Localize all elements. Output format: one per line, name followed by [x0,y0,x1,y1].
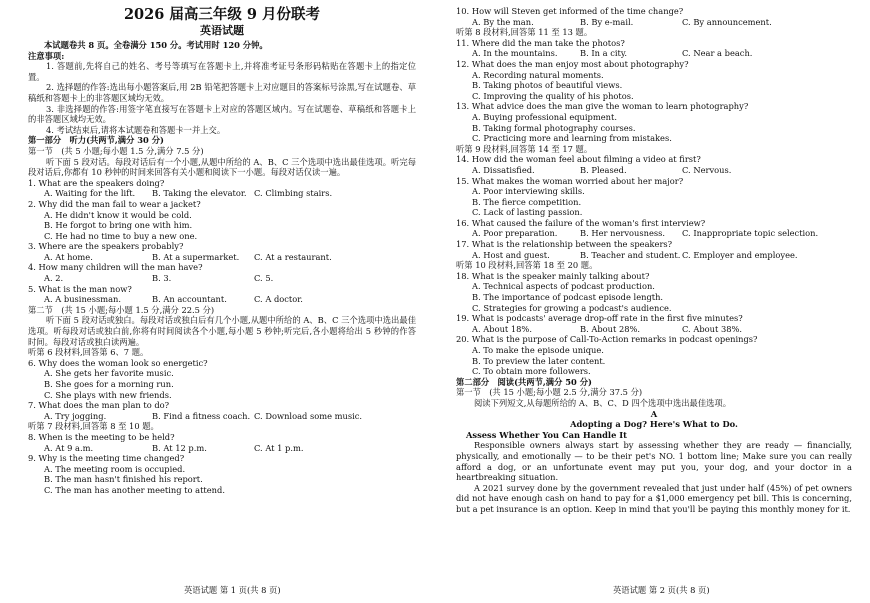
option: B. In a city. [580,48,628,59]
option-row [28,443,416,454]
option-row [28,252,416,263]
note-item: 3. 非选择题的作答:用签字笔直接写在答题卡上对应的答题区域内。写在试题卷、草稿纸和答题卡上的非答题区域均无效。 [28,103,416,125]
option: B. Pleased. [580,164,627,175]
option: B. Find a fitness coach. [152,410,251,421]
question-stem: 9. Why is the meeting time changed? [28,453,185,464]
option-row [28,188,416,199]
exam-title: 2026 届高三年级 9 月份联考 [123,6,321,23]
notes-heading: 注意事项: [28,50,65,61]
question-group-3 [456,6,852,377]
option: B. 3. [152,273,172,284]
option: C. Near a beach. [682,48,753,59]
option: B. She goes for a morning run. [44,379,174,389]
option-row [28,294,416,305]
option: A. Recording natural moments. [472,69,604,80]
material-instruction: 听第 10 段材料,回答第 18 至 20 题。 [456,260,598,271]
question-stem: 10. How will Steven get informed of the time change? [456,6,684,16]
option: B. An accountant. [152,294,227,305]
question-stem: 5. What is the man now? [28,283,132,294]
option-row [456,324,852,335]
option: B. Taking photos of beautiful views. [472,80,623,91]
part1-sec1-heading: 第一节 (共 5 小题;每小题 1.5 分,满分 7.5 分) [28,145,204,156]
option-row [28,273,416,284]
option: B. The importance of podcast episode length. [472,292,664,303]
option: A. Host and guest. [472,249,550,260]
option: A. Buying professional equipment. [472,111,617,122]
question-stem: 6. Why does the woman look so energetic? [28,357,208,368]
option: C. Strategies for growing a podcast's audience. [472,302,672,313]
option-row [456,250,852,261]
question-stem: 13. What advice does the man give the woman to learn photography? [456,101,749,112]
note-item: 2. 选择题的作答:选出每小题答案后,用 2B 铅笔把答题卡上对应题目的答案标号涂黑,写在试题卷、草稿纸和答题卡上的非答题区域均无效。 [28,82,416,103]
option: B. To preview the later content. [472,355,606,366]
option: A. He didn't know it would be cold. [44,209,192,220]
option: C. Improving the quality of his photos. [472,90,634,101]
option: C. She plays with new friends. [44,389,172,400]
exam-subject: 英语试题 [200,24,244,37]
question-stem: 4. How many children will the man have? [28,262,203,273]
question-group-1 [28,178,416,305]
question-stem: 7. What does the man plan to do? [28,400,170,411]
passage-subheading: Assess Whether You Can Handle It [466,429,627,440]
option: C. 5. [254,273,274,284]
question-stem: 16. What caused the failure of the woman's first interview? [456,217,706,228]
question-stem: 1. What are the speakers doing? [28,177,165,188]
part2-sec1-intro: 阅读下列短文,从每题所给的 A、B、C、D 四个选项中选出最佳选项。 [474,397,732,408]
option: B. By e-mail. [580,16,634,27]
option: C. To obtain more followers. [472,366,591,377]
material-instruction: 听第 7 段材料,回答第 8 至 10 题。 [28,421,159,432]
option: B. About 28%. [580,323,641,334]
question-stem: 15. What makes the woman worried about her major? [456,175,684,186]
option-row [456,17,852,28]
option: A. A businessman. [44,294,122,305]
option: C. About 38%. [682,323,743,334]
question-stem: 17. What is the relationship between the speakers? [456,239,673,250]
option: B. The fierce competition. [472,196,582,207]
option: C. At 1 p.m. [254,442,304,453]
question-stem: 14. How did the woman feel about filming a video at first? [456,154,701,165]
part1-sec2-heading: 第二节 (共 15 小题;每小题 1.5 分,满分 22.5 分) [28,304,215,315]
question-stem: 3. Where are the speakers probably? [28,241,184,252]
page-footer-right: 英语试题 第 2 页(共 8 页) [613,585,710,595]
exam-info: 本试题卷共 8 页。全卷满分 150 分。考试用时 120 分钟。 [44,40,268,50]
option: A. 2. [44,273,64,284]
option: A. At 9 a.m. [44,442,94,453]
question-stem: 8. When is the meeting to be held? [28,431,175,442]
option: B. At a supermarket. [152,251,240,262]
option: B. He forgot to bring one with him. [44,220,193,231]
option: B. Teacher and student. [580,249,681,260]
option-row [28,411,416,422]
question-stem: 12. What does the man enjoy most about photography? [456,58,689,69]
option: A. By the man. [472,16,534,27]
option: B. The man hasn't finished his report. [44,474,203,485]
option: C. Nervous. [682,164,732,175]
question-stem: 11. Where did the man take the photos? [456,37,625,48]
option: A. Waiting for the lift. [44,188,136,199]
passage-letter: A [650,408,658,419]
left-column [28,6,416,496]
option-row [456,228,852,239]
option: A. The meeting room is occupied. [44,463,186,474]
material-instruction: 听第 6 段材料,回答第 6、7 题。 [28,347,149,358]
passage-paragraph-2: A 2021 survey done by the government revealed that just under half (45%) of pet owners did not have enough cash on hand to pay for a $1,000 emergency pet bill. This is concerning, but a pet insurance is an option. Keep in mind that you'll be paying this monthly money for it. [456,482,855,514]
part1-heading: 第一部分 听力(共两节,满分 30 分) [28,135,164,146]
option: A. She gets her favorite music. [44,368,174,379]
option: A. At home. [44,251,93,262]
option: A. About 18%. [472,323,532,334]
note-item: 1. 答题前,先将自己的姓名、考号等填写在答题卡上,并将准考证号条形码粘贴在答题卡上的指定位置。 [28,61,416,82]
part2-heading: 第二部分 阅读(共两节,满分 50 分) [456,376,592,387]
option: C. At a restaurant. [254,251,332,262]
option-row [456,48,852,59]
option: A. To make the episode unique. [472,345,604,355]
question-group-2 [28,347,416,495]
note-item: 4. 考试结束后,请将本试题卷和答题卡一并上交。 [46,124,226,135]
option: B. Taking the elevator. [152,188,247,199]
option: C. The man has another meeting to attend. [44,484,225,495]
option: C. Download some music. [254,410,363,421]
option: C. Climbing stairs. [254,188,333,199]
part2-sec1-heading: 第一节 (共 15 小题;每小题 2.5 分,满分 37.5 分) [456,387,643,398]
option: C. Lack of lasting passion. [472,207,583,218]
part1-sec1-intro: 听下面 5 段对话。每段对话后有一个小题,从题中所给的 A、B、C 三个选项中选出最佳选项。听完每段对话后,你都有 10 秒钟的时间来回答有关小题和阅读下一小题。每段对话仅读一遍。 [28,156,416,178]
page-footer-left: 英语试题 第 1 页(共 8 页) [184,585,281,595]
right-column [456,6,855,515]
option: C. By announcement. [682,16,772,27]
option: A. Try jogging. [44,410,107,421]
option: A. Dissatisfied. [472,164,535,175]
option: C. A doctor. [254,294,303,305]
material-instruction: 听第 8 段材料,回答第 11 至 13 题。 [456,27,593,38]
option-row [456,165,852,176]
part1-sec2-intro: 听下面 5 段对话或独白。每段对话或独白后有几个小题,从题中所给的 A、B、C 三个选项中选出最佳选项。听每段对话或独白前,你将有时间阅读各个小题,每小题 5 秒钟;听完后,各小题将给出 5 秒钟的作答时间。每段对话或独白读两遍。 [28,315,416,347]
option: A. In the mountains. [472,48,558,59]
question-stem: 2. Why did the man fail to wear a jacket? [28,198,201,209]
option: A. Poor preparation. [472,228,558,239]
option: C. He had no time to buy a new one. [44,230,198,241]
question-stem: 18. What is the speaker mainly talking about? [456,270,650,281]
option: B. Her nervousness. [580,228,666,239]
option: C. Inappropriate topic selection. [682,228,819,239]
option: C. Practicing more and learning from mistakes. [472,133,672,144]
option: A. Poor interviewing skills. [472,186,585,197]
passage-paragraph-1: Responsible owners always start by assessing whether they are ready — financially, physically, and emotionally — to be their pet's NO. 1 bottom line; Make sure you can really afford a dog, or an unfortunate event may put you, your dog, and your doctor in a heartbreaking situation. [456,440,855,483]
notes-list [28,61,416,135]
question-stem: 19. What is podcasts' average drop-off rate in the first five minutes? [456,313,743,324]
passage-title: Adopting a Dog? Here's What to Do. [570,419,738,430]
material-instruction: 听第 9 段材料,回答第 14 至 17 题。 [456,143,593,154]
option: A. Technical aspects of podcast production. [472,281,655,292]
question-stem: 20. What is the purpose of Call-To-Action remarks in podcast openings? [456,334,758,345]
option: B. At 12 p.m. [152,442,207,453]
option: B. Taking formal photography courses. [472,122,636,133]
option: C. Employer and employee. [682,249,798,260]
